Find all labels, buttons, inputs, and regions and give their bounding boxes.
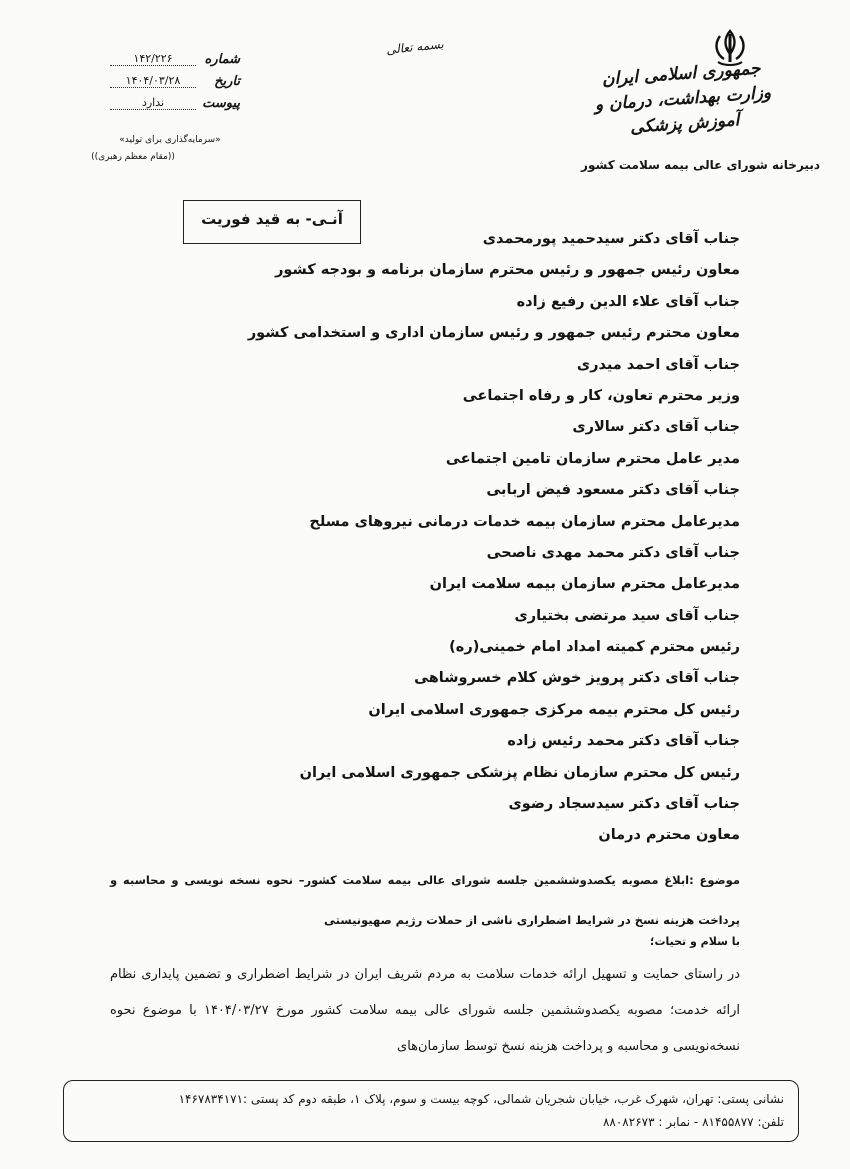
recipient-line: جناب آقای احمد میدری — [576, 356, 740, 373]
letter-number-label: شماره — [204, 52, 240, 67]
slogan-source: ((مقام معظم رهبری)) — [91, 152, 175, 162]
recipient-line: جناب آقای دکتر مسعود فیض اربابی — [486, 482, 740, 499]
greeting: با سلام و تحیات؛ — [650, 935, 740, 948]
invocation: بسمه تعالی — [385, 37, 445, 57]
address-box — [63, 1080, 799, 1142]
ministry-name — [576, 55, 791, 144]
recipient-list — [248, 224, 740, 852]
ministry-line-1: جمهوری اسلامی ایران — [601, 58, 762, 90]
letter-number-value: ۱۴۲/۲۲۶ — [110, 52, 196, 66]
letter-date-row — [110, 74, 240, 92]
letter-attachment-value: ندارد — [110, 96, 196, 110]
recipient-line: جناب آقای دکتر پرویز خوش کلام خسروشاهی — [414, 670, 740, 687]
secretariat-name: دبیرخانه شورای عالی بیمه سلامت کشور — [581, 158, 820, 172]
recipient-line: جناب آقای دکتر سالاری — [572, 419, 740, 436]
recipient-line: جناب آقای سید مرتضی بختیاری — [514, 607, 740, 624]
recipient-line: معاون محترم رئیس جمهور و رئیس سازمان اداری و استخدامی کشور — [247, 325, 740, 342]
recipient-line: جناب آقای دکتر سیدحمید پورمحمدی — [482, 231, 740, 247]
ministry-line-2: وزارت بهداشت، درمان و آموزش پزشکی — [594, 82, 772, 138]
recipient-line: رئیس کل محترم سازمان نظام پزشکی جمهوری اسلامی ایران — [299, 764, 740, 781]
recipient-line: جناب آقای علاء الدین رفیع زاده — [516, 293, 740, 310]
phone-fax: تلفن: ۸۱۴۵۵۸۷۷ - نمابر : ۸۸۰۸۲۶۷۳ — [602, 1115, 784, 1129]
recipient-line: رئیس محترم کمیته امداد امام خمینی(ره) — [449, 639, 740, 656]
letter-attachment-row — [110, 96, 240, 114]
letter-date-label: تاریخ — [214, 74, 240, 89]
letter-attachment-label: پیوست — [202, 96, 240, 111]
recipient-line: رئیس کل محترم بیمه مرکزی جمهوری اسلامی ایران — [368, 701, 740, 718]
recipient-line: وزیر محترم تعاون، کار و رفاه اجتماعی — [462, 387, 740, 404]
recipient-line: جناب آقای دکتر سیدسجاد رضوی — [508, 796, 740, 813]
recipient-line: مدیرعامل محترم سازمان بیمه سلامت ایران — [429, 576, 740, 593]
body-paragraph: در راستای حمایت و تسهیل ارائه خدمات سلامت به مردم شریف ایران در شرایط اضطراری و تضمین پایداری نظام ارائه خدمت؛ مصوبه یکصدوششمین جلسه شورای عالی بیمه سلامت کشور مورخ ۱۴۰۴/۰۳/۲۷ با موضوع نحوه نسخه‌نویسی و محاسبه و پرداخت هزینه نسخ توسط سازمان‌های — [110, 967, 740, 1054]
letter-number-row — [110, 52, 240, 70]
recipient-line: معاون رئیس جمهور و رئیس محترم سازمان برنامه و بودجه کشور — [275, 262, 740, 279]
recipient-line: جناب آقای دکتر محمد مهدی ناصحی — [486, 544, 740, 561]
slogan: «سرمایه‌گذاری برای تولید» — [119, 135, 221, 145]
urgency-box: آنـی- به قید فوریت — [183, 200, 361, 244]
recipient-line: جناب آقای دکتر محمد رئیس زاده — [507, 733, 740, 750]
recipient-line: مدیر عامل محترم سازمان تامین اجتماعی — [445, 450, 740, 467]
recipient-line: معاون محترم درمان — [598, 827, 740, 844]
letter-date-value: ۱۴۰۴/۰۳/۲۸ — [110, 74, 196, 88]
recipient-line: مدیرعامل محترم سازمان بیمه خدمات درمانی نیروهای مسلح — [309, 513, 740, 530]
postal-address: نشانی پستی: تهران، شهرک غرب، خیابان شجریان شمالی، کوچه بیست و سوم، پلاک ۱، طبقه دوم کد پستی :۱۴۶۷۸۳۴۱۷۱ — [178, 1092, 784, 1106]
letter-subject: موضوع :ابلاغ مصوبه یکصدوششمین جلسه شورای عالی بیمه سلامت کشور– نحوه نسخه نویسی و محاسبه و پرداخت هزینه نسخ در شرایط اضطراری ناشی از حملات رژیم صهیونیستی — [110, 873, 740, 927]
